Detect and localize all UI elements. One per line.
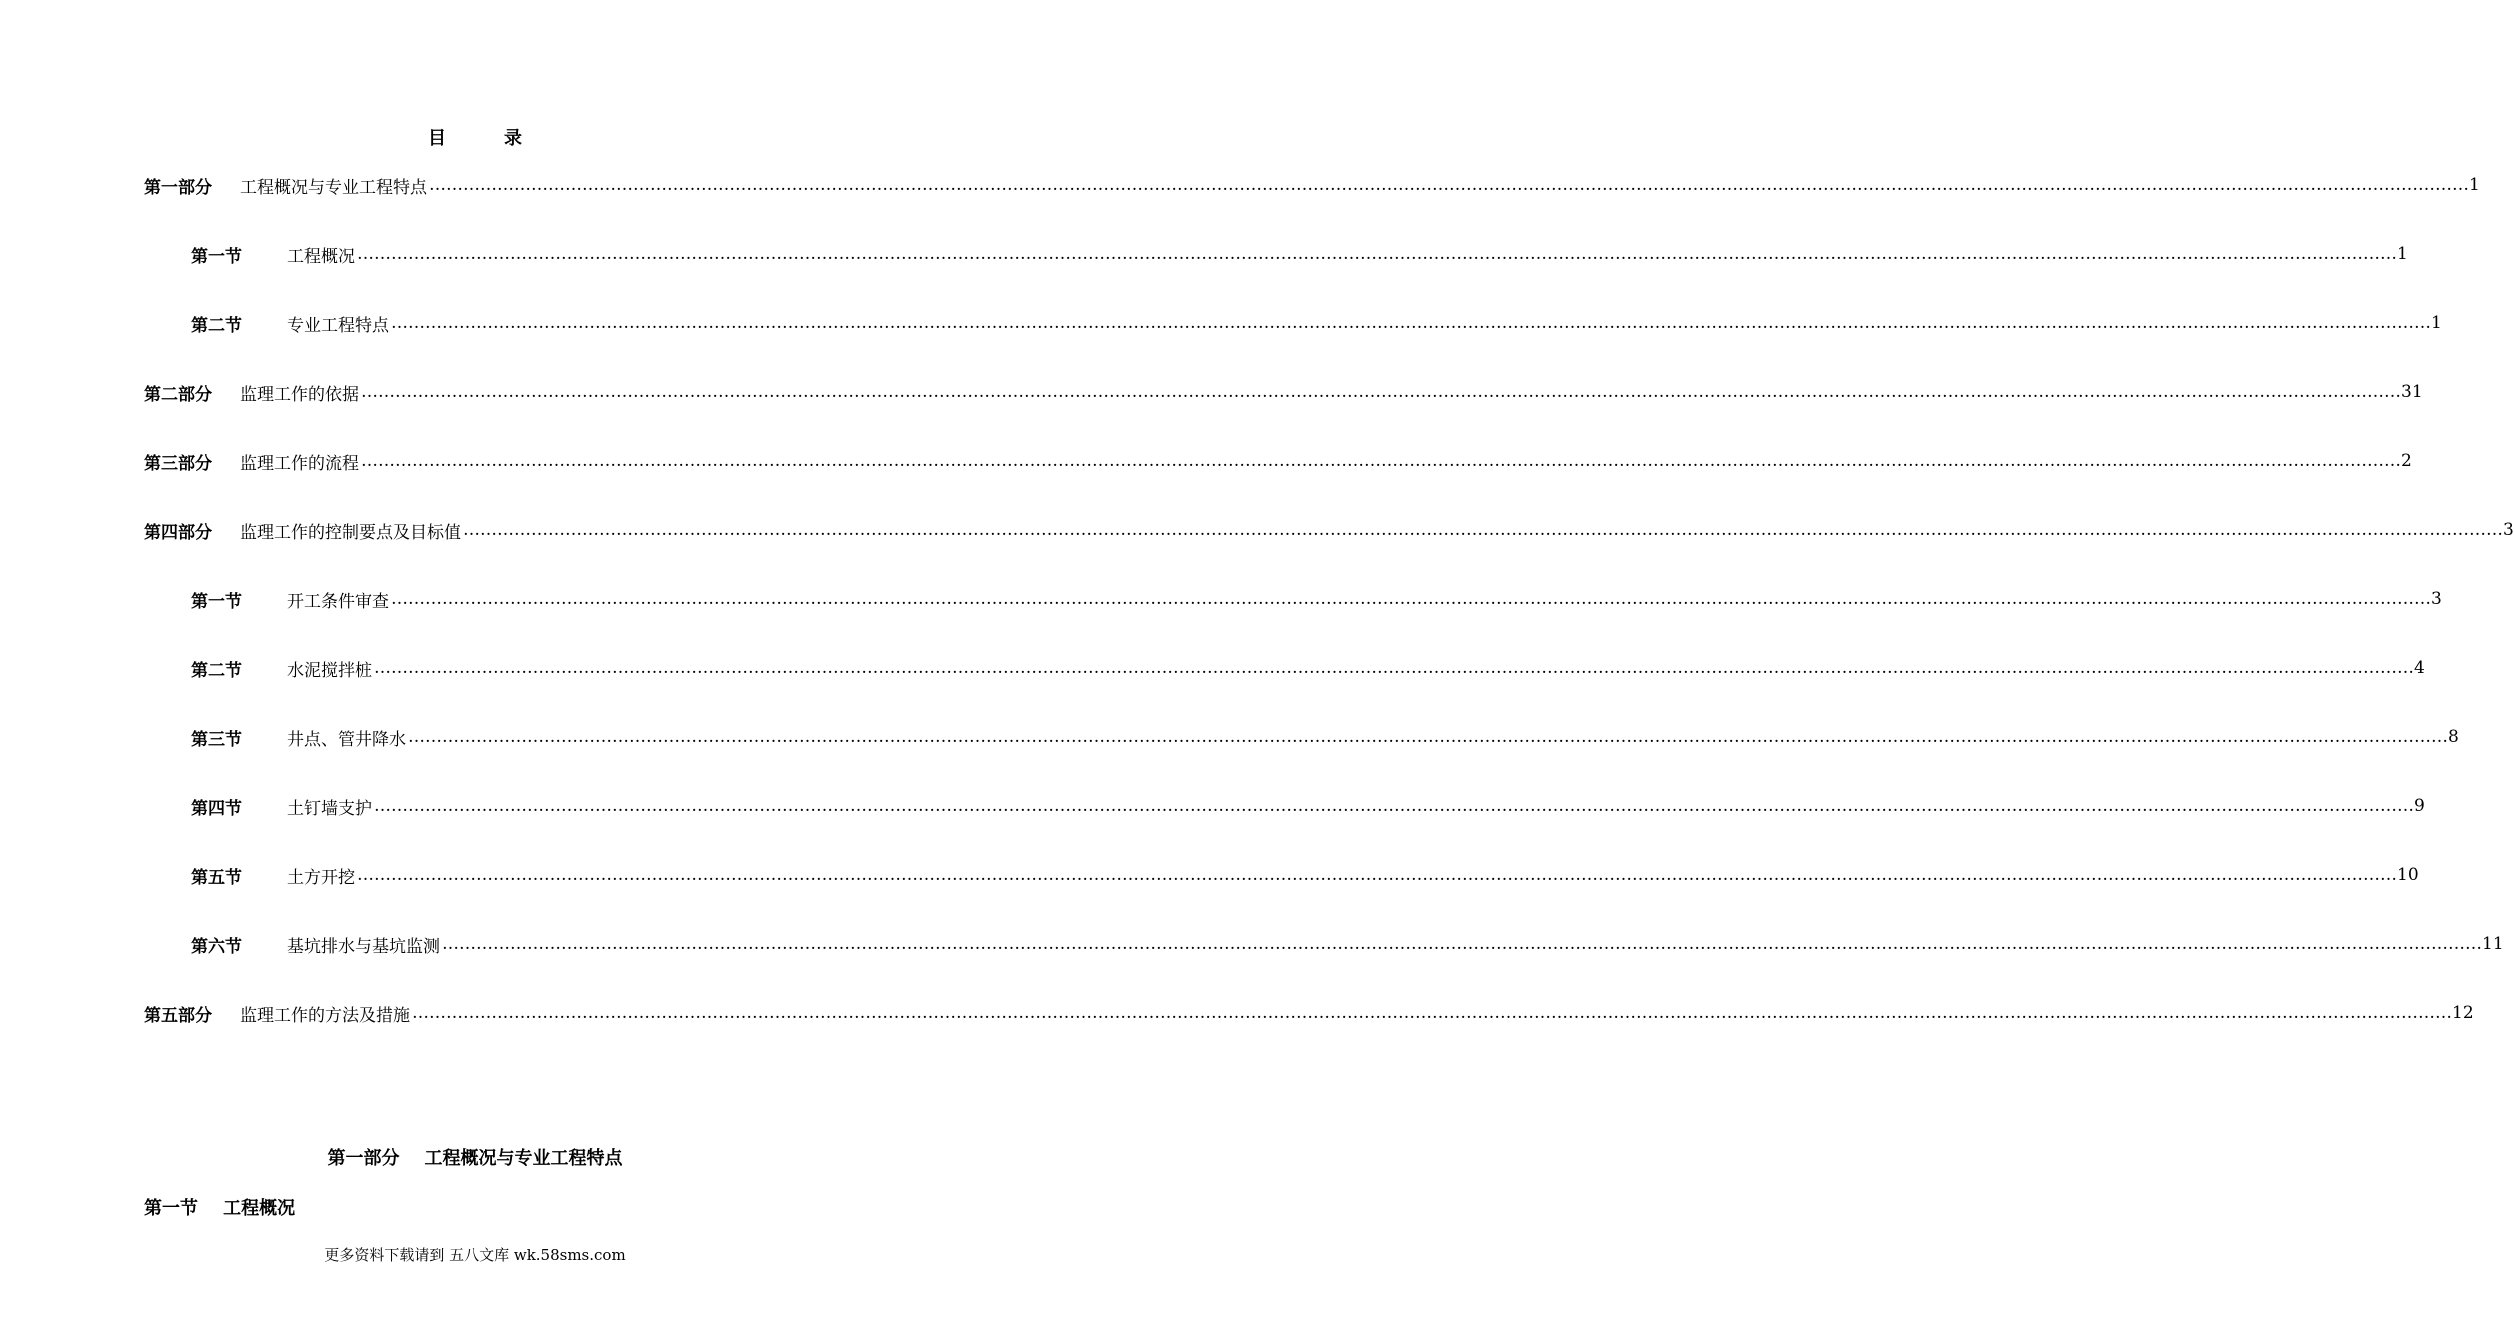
toc-entry-title: 基坑排水与基坑监测 (287, 936, 440, 957)
toc-entry-page: 10 (2397, 865, 2419, 885)
toc-dot-leader: ……………………………………………………………………………………………………………………………………………………………………………………………………………………………………………………………………………………………………………………………… (463, 520, 2503, 540)
toc-entry-title: 工程概况与专业工程特点 (240, 177, 427, 198)
toc-entry-title: 工程概况 (287, 246, 355, 267)
toc-entry-page: 11 (2482, 934, 2504, 954)
part-heading (0, 1144, 950, 1170)
toc-entry-label: 第三部分 (144, 453, 212, 474)
toc-entry[interactable] (191, 929, 2504, 959)
footer-text: 更多资料下载请到 五八文库 wk.58sms.com (324, 1246, 626, 1264)
part-heading-label: 第一部分 (327, 1148, 400, 1169)
toc-entry-page: 1 (2469, 175, 2480, 195)
toc-entry-page: 1 (2397, 244, 2408, 264)
toc-entry[interactable] (191, 722, 2459, 752)
toc-entry-page: 3 (2431, 589, 2442, 609)
part-heading-title: 工程概况与专业工程特点 (424, 1148, 623, 1169)
toc-entry[interactable] (144, 446, 2412, 476)
toc-entry-label: 第四节 (191, 798, 242, 819)
toc-entry-page: 31 (2401, 382, 2423, 402)
toc-entry-label: 第四部分 (144, 522, 212, 543)
toc-dot-leader: ……………………………………………………………………………………………………………………………………………………………………………………………………………………………………………………………………………………………………………………………… (391, 313, 2431, 333)
toc-entry-title: 监理工作的控制要点及目标值 (240, 522, 461, 543)
toc-entry-label: 第三节 (191, 729, 242, 750)
toc-dot-leader: ……………………………………………………………………………………………………………………………………………………………………………………………………………………………………………………………………………………………………………………………… (357, 865, 2397, 885)
toc-title (0, 124, 950, 150)
toc-entry[interactable] (191, 791, 2425, 821)
toc-entry-page: 3 (2503, 520, 2514, 540)
toc-title-right: 录 (504, 128, 522, 149)
toc-dot-leader: ……………………………………………………………………………………………………………………………………………………………………………………………………………………………………………………………………………………………………………………………… (429, 175, 2469, 195)
toc-dot-leader: ……………………………………………………………………………………………………………………………………………………………………………………………………………………………………………………………………………………………………………………………… (374, 658, 2414, 678)
toc-dot-leader: ……………………………………………………………………………………………………………………………………………………………………………………………………………………………………………………………………………………………………………………………… (357, 244, 2397, 264)
toc-entry[interactable] (191, 860, 2419, 890)
toc-entry-title: 土钉墙支护 (287, 798, 372, 819)
toc-dot-leader: ……………………………………………………………………………………………………………………………………………………………………………………………………………………………………………………………………………………………………………………………… (412, 1003, 2452, 1023)
toc-entry-label: 第一部分 (144, 177, 212, 198)
toc-entry-title: 开工条件审查 (287, 591, 389, 612)
toc-entry[interactable] (191, 308, 2442, 338)
toc-entry[interactable] (191, 239, 2408, 269)
toc-entry-page: 2 (2401, 451, 2412, 471)
toc-entry-label: 第五节 (191, 867, 242, 888)
toc-entry-page: 8 (2448, 727, 2459, 747)
toc-entry[interactable] (144, 170, 2480, 200)
toc-entry-label: 第二部分 (144, 384, 212, 405)
toc-entry-page: 9 (2414, 796, 2425, 816)
toc-entry-title: 监理工作的方法及措施 (240, 1005, 410, 1026)
toc-entry-label: 第一节 (191, 246, 242, 267)
toc-entry-title: 水泥搅拌桩 (287, 660, 372, 681)
toc-entry[interactable] (144, 515, 2514, 545)
toc-entry-page: 12 (2452, 1003, 2474, 1023)
toc-entry-label: 第六节 (191, 936, 242, 957)
toc-title-left: 目 (428, 128, 446, 149)
toc-dot-leader: ……………………………………………………………………………………………………………………………………………………………………………………………………………………………………………………………………………………………………………………………… (374, 796, 2414, 816)
toc-entry[interactable] (144, 998, 2474, 1028)
section-heading-label: 第一节 (144, 1198, 198, 1219)
toc-entry[interactable] (191, 584, 2442, 614)
toc-dot-leader: ……………………………………………………………………………………………………………………………………………………………………………………………………………………………………………………………………………………………………………………………… (361, 451, 2401, 471)
toc-dot-leader: ……………………………………………………………………………………………………………………………………………………………………………………………………………………………………………………………………………………………………………………………… (391, 589, 2431, 609)
toc-entry-page: 4 (2414, 658, 2425, 678)
toc-entry-label: 第二节 (191, 660, 242, 681)
section-heading-title: 工程概况 (223, 1198, 296, 1219)
toc-entry-label: 第五部分 (144, 1005, 212, 1026)
toc-entry-page: 1 (2431, 313, 2442, 333)
toc-entry-title: 土方开挖 (287, 867, 355, 888)
toc-entry-title: 监理工作的流程 (240, 453, 359, 474)
toc-entry[interactable] (191, 653, 2425, 683)
toc-entry-label: 第二节 (191, 315, 242, 336)
toc-dot-leader: ……………………………………………………………………………………………………………………………………………………………………………………………………………………………………………………………………………………………………………………………… (361, 382, 2401, 402)
toc-dot-leader: ……………………………………………………………………………………………………………………………………………………………………………………………………………………………………………………………………………………………………………………………… (442, 934, 2482, 954)
toc-dot-leader: ……………………………………………………………………………………………………………………………………………………………………………………………………………………………………………………………………………………………………………………………… (408, 727, 2448, 747)
toc-entry-label: 第一节 (191, 591, 242, 612)
toc-entry[interactable] (144, 377, 2423, 407)
toc-entry-title: 专业工程特点 (287, 315, 389, 336)
section-heading (144, 1194, 295, 1220)
toc-entry-title: 监理工作的依据 (240, 384, 359, 405)
toc-entry-title: 井点、管井降水 (287, 729, 406, 750)
